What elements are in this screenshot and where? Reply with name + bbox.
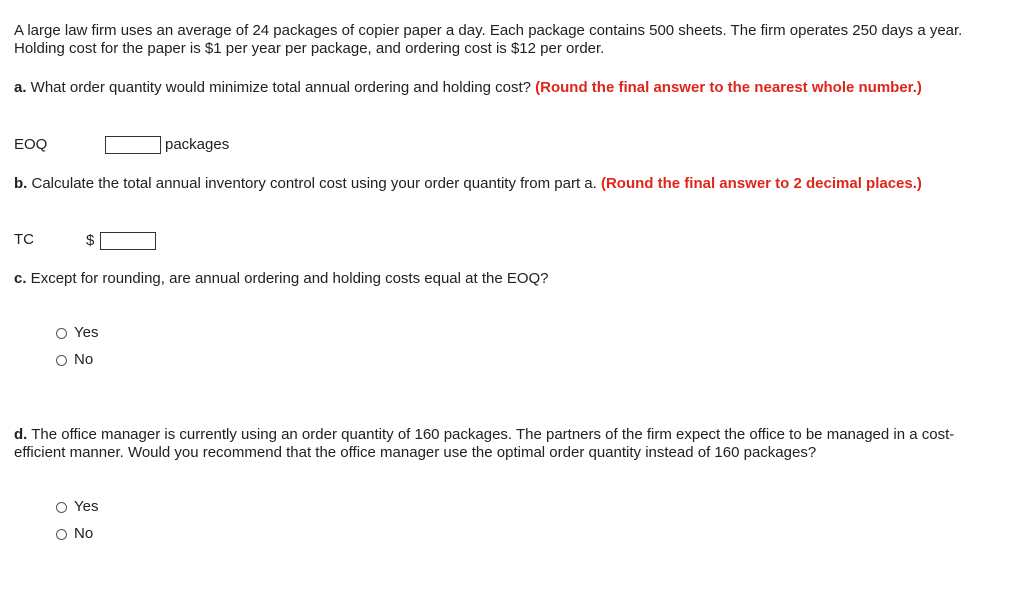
eoq-label: EOQ [14,136,48,153]
option-c-no[interactable] [56,351,93,369]
question-b-text: Calculate the total annual inventory control cost using your order quantity from part a. [27,175,601,192]
question-c-text: Except for rounding, are annual ordering and holding costs equal at the EOQ? [26,270,549,287]
question-b-label: b. [14,175,28,192]
radio-button[interactable] [56,355,67,366]
radio-button[interactable] [56,529,67,540]
option-d-no[interactable] [56,525,93,543]
option-label: No [74,525,94,542]
currency-symbol: $ [86,232,95,249]
option-d-yes[interactable] [56,498,98,516]
question-c-label: c. [14,270,27,287]
radio-button[interactable] [56,328,67,339]
option-label: No [74,351,94,368]
question-b [14,175,1004,193]
question-a-instruction: (Round the final answer to the nearest whole number.) [535,79,922,96]
question-a-label: a. [14,79,27,96]
option-c-yes[interactable] [56,324,98,342]
radio-button[interactable] [56,502,67,513]
question-d [14,426,1004,462]
question-a-text: What order quantity would minimize total annual ordering and holding cost? [26,79,536,96]
tc-label: TC [14,231,34,248]
option-label: Yes [74,324,99,341]
tc-input[interactable] [100,232,156,250]
question-a [14,79,1004,97]
eoq-unit: packages [165,136,230,153]
question-d-text: The office manager is currently using an order quantity of 160 packages. The partners of the firm expect the office to be managed in a cost-efficient manner. Would you recommend that the office manager use the optimal order quantity instead of 160 packages? [14,426,955,461]
eoq-input[interactable] [105,136,161,154]
option-label: Yes [74,498,99,515]
problem-statement: A large law firm uses an average of 24 packages of copier paper a day. Each package contains 500 sheets. The firm operates 250 days a year. Holding cost for the paper is $1 per year per package, and ordering cost is $12 per order. [14,22,963,57]
question-c [14,270,1004,288]
question-d-label: d. [14,426,28,443]
question-b-instruction: (Round the final answer to 2 decimal places.) [600,175,922,192]
